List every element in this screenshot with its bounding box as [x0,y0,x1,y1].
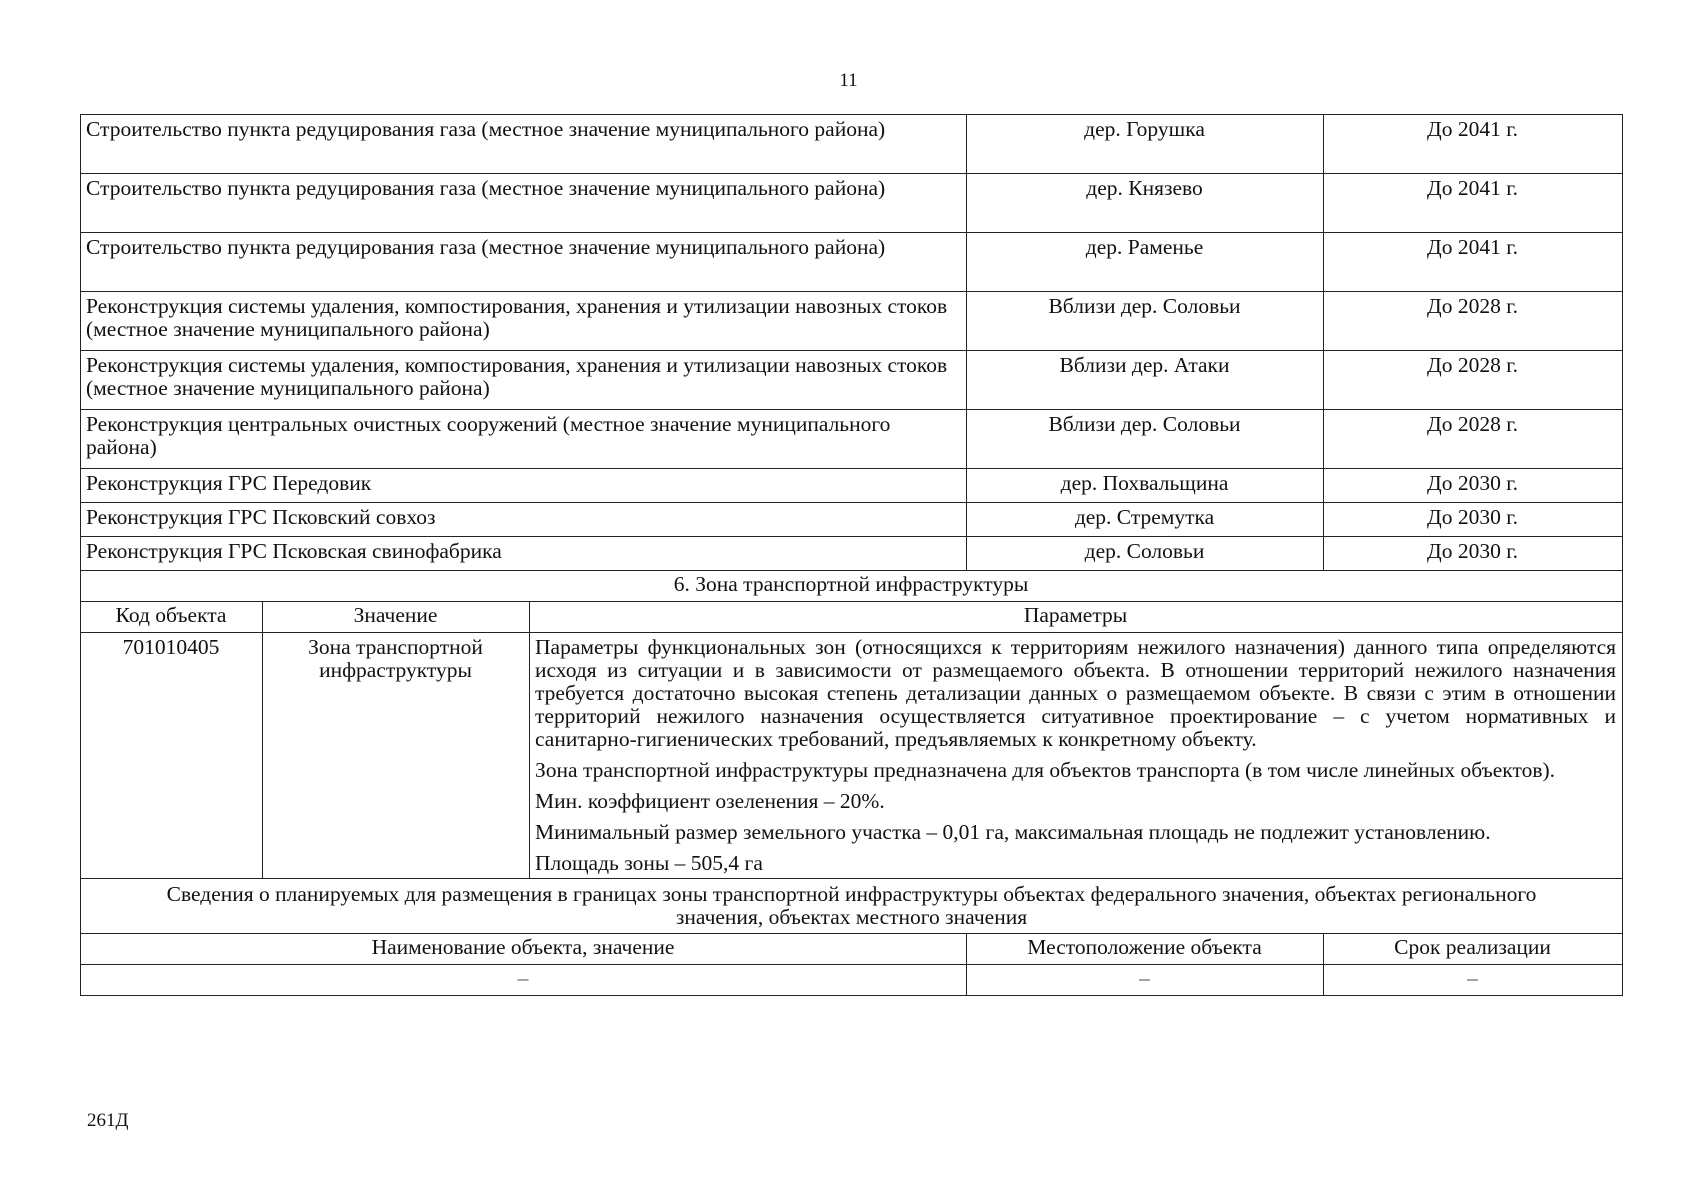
object-row [81,174,1623,233]
planned-name: – [81,965,967,996]
planned-row [81,965,1623,996]
object-location: Вблизи дер. Соловьи [967,292,1324,351]
params-paragraph: Минимальный размер земельного участка – 0,01 га, максимальная площадь не подлежит установлению. [535,820,1491,844]
object-location: Вблизи дер. Атаки [967,351,1324,410]
zones-table [80,114,1623,996]
object-row [81,469,1623,503]
object-name: Реконструкция системы удаления, компостирования, хранения и утилизации навозных стоков (местное значение муниципального района) [81,351,967,410]
page-number: 11 [839,70,858,91]
object-deadline: До 2030 г. [1324,469,1623,503]
object-row [81,351,1623,410]
params-paragraph: Параметры функциональных зон (относящихся к территориям нежилого назначения) данного типа определяются исходя из ситуации и в зависимости от размещаемого объекта. В отношении территорий нежилого назначения требуется достаточно высокая степень детализации данных о размещаемом объекте. В связи с этим в отношении территорий нежилого назначения осуществляется ситуативное проектирование – с учетом нормативных и санитарно-гигиенических требований, предъявляемых к конкретному объекту. [535,635,1617,751]
object-deadline: До 2028 г. [1324,292,1623,351]
zone-row [81,633,1623,879]
object-name: Реконструкция системы удаления, компостирования, хранения и утилизации навозных стоков (местное значение муниципального района) [81,292,967,351]
object-name: Строительство пункта редуцирования газа (местное значение муниципального района) [81,174,967,233]
object-name: Строительство пункта редуцирования газа (местное значение муниципального района) [81,115,967,174]
object-name: Реконструкция ГРС Псковский совхоз [81,503,967,537]
params-paragraph: Зона транспортной инфраструктуры предназначена для объектов транспорта (в том числе линейных объектов). [535,758,1556,782]
zone-title: 6. Зона транспортной инфраструктуры [81,571,1623,602]
zone-meaning: Зона транспортной инфраструктуры [263,633,530,879]
object-deadline: До 2028 г. [1324,351,1623,410]
zone-code: 701010405 [81,633,263,879]
object-deadline: До 2041 г. [1324,233,1623,292]
header-meaning: Значение [263,602,530,633]
planned-title-row [81,879,1623,934]
header-code: Код объекта [81,602,263,633]
planned-location: – [967,965,1324,996]
zone-params [530,633,1623,879]
object-location: дер. Горушка [967,115,1324,174]
zone-title-row [81,571,1623,602]
document-code: 261Д [87,1110,129,1131]
object-row [81,115,1623,174]
params-paragraph: Мин. коэффициент озеленения – 20%. [535,789,885,813]
object-location: дер. Князево [967,174,1324,233]
planned-header-row [81,934,1623,965]
object-location: дер. Соловьи [967,537,1324,571]
header-object-location: Местоположение объекта [967,934,1324,965]
header-deadline: Срок реализации [1324,934,1623,965]
object-deadline: До 2028 г. [1324,410,1623,469]
object-name: Строительство пункта редуцирования газа (местное значение муниципального района) [81,233,967,292]
header-params: Параметры [530,602,1623,633]
object-deadline: До 2030 г. [1324,537,1623,571]
object-location: дер. Раменье [967,233,1324,292]
object-name: Реконструкция ГРС Псковская свинофабрика [81,537,967,571]
object-name: Реконструкция ГРС Передовик [81,469,967,503]
object-row [81,537,1623,571]
object-row [81,503,1623,537]
planned-title: Сведения о планируемых для размещения в границах зоны транспортной инфраструктуры объектах федерального значения, объектах регионального значения, объектах местного значения [81,879,1623,934]
object-location: дер. Похвальщина [967,469,1324,503]
params-paragraph: Площадь зоны – 505,4 га [535,851,763,875]
object-name: Реконструкция центральных очистных сооружений (местное значение муниципального района) [81,410,967,469]
object-deadline: До 2041 г. [1324,115,1623,174]
zone-header-row [81,602,1623,633]
planned-deadline: – [1324,965,1623,996]
object-deadline: До 2041 г. [1324,174,1623,233]
object-deadline: До 2030 г. [1324,503,1623,537]
object-row [81,292,1623,351]
object-row [81,410,1623,469]
header-object-name: Наименование объекта, значение [81,934,967,965]
object-location: Вблизи дер. Соловьи [967,410,1324,469]
object-location: дер. Стремутка [967,503,1324,537]
object-row [81,233,1623,292]
